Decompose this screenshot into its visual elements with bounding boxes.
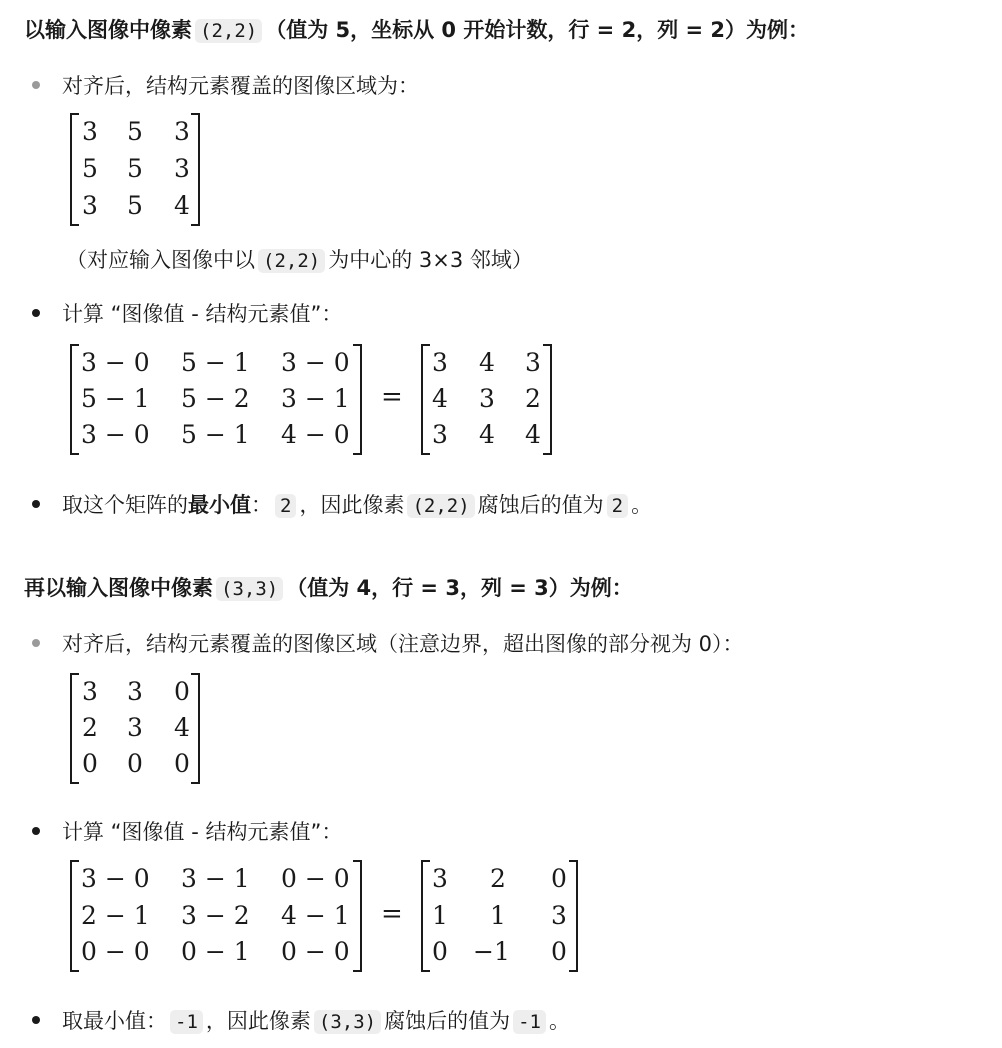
section2-bullet3 bbox=[62, 1005, 570, 1035]
equals-sign: = bbox=[381, 899, 403, 929]
section2-bullet1: 对齐后，结构元素覆盖的图像区域（注意边界，超出图像的部分视为 0）： bbox=[62, 632, 744, 656]
matrix-cell: 4 − 1 bbox=[281, 901, 350, 930]
bullet-text: 腐蚀后的值为 bbox=[384, 1009, 511, 1033]
bullet-dot bbox=[32, 309, 40, 317]
matrix-cell: 2 bbox=[525, 384, 541, 413]
inline-code: (3,3) bbox=[216, 577, 283, 601]
matrix-cell: 3 bbox=[525, 348, 541, 377]
inline-code: -1 bbox=[513, 1010, 546, 1034]
bullet-text: ，因此像素 bbox=[299, 493, 405, 517]
matrix-cell: 3 − 1 bbox=[281, 384, 350, 413]
matrix-cell: 0 − 1 bbox=[181, 937, 250, 966]
matrix-cell: 3 bbox=[432, 348, 448, 377]
matrix-cell: 0 bbox=[127, 749, 143, 778]
section1-result-matrix bbox=[421, 344, 552, 455]
section2-bullet2: 计算 “图像值 - 结构元素值”： bbox=[62, 820, 343, 844]
matrix-cell: 5 bbox=[127, 191, 143, 220]
matrix-cell: 3 bbox=[82, 117, 98, 146]
matrix-cell: 2 bbox=[82, 713, 98, 742]
matrix-cell: 3 − 0 bbox=[281, 348, 350, 377]
inline-code: -1 bbox=[170, 1010, 203, 1034]
section1-region-matrix bbox=[70, 113, 200, 226]
matrix-cell: 3 bbox=[127, 713, 143, 742]
inline-code: (2,2) bbox=[407, 494, 474, 518]
bullet-dot bbox=[32, 1016, 40, 1024]
matrix-cell: 0 bbox=[82, 749, 98, 778]
heading-text: 以输入图像中像素 bbox=[24, 18, 192, 42]
matrix-cell: 4 bbox=[174, 713, 190, 742]
section1-bullet2: 计算 “图像值 - 结构元素值”： bbox=[62, 302, 343, 326]
matrix-cell: 3 bbox=[551, 901, 567, 930]
inline-code: 2 bbox=[275, 494, 296, 518]
matrix-cell: 4 bbox=[432, 384, 448, 413]
section2-heading bbox=[24, 572, 633, 602]
matrix-cell: 5 − 2 bbox=[181, 384, 250, 413]
section1-note bbox=[66, 244, 533, 274]
matrix-cell: 3 bbox=[479, 384, 495, 413]
inline-code: (2,2) bbox=[258, 249, 325, 273]
bold-text: 最小值 bbox=[188, 493, 251, 517]
matrix-cell: 2 bbox=[490, 864, 506, 893]
heading-text: （值为 4，行 = 3，列 = 3）为例： bbox=[286, 576, 633, 600]
matrix-cell: 1 bbox=[432, 901, 448, 930]
matrix-cell: 4 bbox=[479, 420, 495, 449]
matrix-cell: 0 − 0 bbox=[281, 937, 350, 966]
matrix-cell: 3 − 0 bbox=[81, 864, 150, 893]
matrix-cell: 2 − 1 bbox=[81, 901, 150, 930]
section1-bullet1: 对齐后，结构元素覆盖的图像区域为： bbox=[62, 74, 419, 98]
matrix-cell: −1 bbox=[473, 937, 510, 966]
bullet-text: 取最小值： bbox=[62, 1009, 167, 1033]
inline-code: (2,2) bbox=[195, 19, 262, 43]
section1-bullet3 bbox=[62, 489, 652, 519]
matrix-cell: 3 bbox=[82, 677, 98, 706]
matrix-cell: 5 bbox=[127, 117, 143, 146]
section2-diff-matrix bbox=[70, 860, 362, 972]
matrix-cell: 4 bbox=[174, 191, 190, 220]
matrix-cell: 3 bbox=[432, 864, 448, 893]
matrix-cell: 3 bbox=[82, 191, 98, 220]
matrix-cell: 0 bbox=[174, 749, 190, 778]
matrix-cell: 1 bbox=[490, 901, 506, 930]
matrix-cell: 3 − 0 bbox=[81, 348, 150, 377]
bullet-text: ： bbox=[251, 493, 272, 517]
matrix-cell: 5 bbox=[127, 154, 143, 183]
heading-text: 再以输入图像中像素 bbox=[24, 576, 213, 600]
matrix-cell: 4 bbox=[479, 348, 495, 377]
matrix-cell: 5 bbox=[82, 154, 98, 183]
matrix-cell: 0 bbox=[551, 864, 567, 893]
matrix-cell: 0 bbox=[174, 677, 190, 706]
equals-sign: = bbox=[381, 382, 403, 412]
bullet-text: 。 bbox=[548, 1009, 570, 1033]
matrix-cell: 0 bbox=[432, 937, 448, 966]
matrix-cell: 3 bbox=[174, 117, 190, 146]
matrix-cell: 0 bbox=[551, 937, 567, 966]
matrix-cell: 3 − 2 bbox=[181, 901, 250, 930]
bullet-text: 腐蚀后的值为 bbox=[477, 493, 604, 517]
bullet-dot bbox=[32, 639, 40, 647]
inline-code: (3,3) bbox=[314, 1010, 381, 1034]
bullet-text: 。 bbox=[631, 493, 653, 517]
section2-region-matrix bbox=[70, 673, 200, 784]
matrix-cell: 3 − 1 bbox=[181, 864, 250, 893]
bullet-dot bbox=[32, 81, 40, 89]
note-text: （对应输入图像中以 bbox=[66, 248, 255, 272]
note-text: 为中心的 3×3 邻域） bbox=[328, 248, 533, 272]
matrix-cell: 0 − 0 bbox=[81, 937, 150, 966]
bullet-text: 取这个矩阵的 bbox=[62, 493, 188, 517]
section1-heading bbox=[24, 14, 809, 44]
bullet-dot bbox=[32, 827, 40, 835]
matrix-cell: 4 bbox=[525, 420, 541, 449]
matrix-cell: 3 − 0 bbox=[81, 420, 150, 449]
section2-result-matrix bbox=[421, 860, 578, 972]
matrix-cell: 3 bbox=[174, 154, 190, 183]
inline-code: 2 bbox=[607, 494, 628, 518]
bullet-text: ，因此像素 bbox=[205, 1009, 311, 1033]
matrix-cell: 5 − 1 bbox=[181, 348, 250, 377]
matrix-cell: 4 − 0 bbox=[281, 420, 350, 449]
matrix-cell: 5 − 1 bbox=[81, 384, 150, 413]
bullet-dot bbox=[32, 500, 40, 508]
heading-text: （值为 5，坐标从 0 开始计数，行 = 2，列 = 2）为例： bbox=[265, 18, 810, 42]
matrix-cell: 0 − 0 bbox=[281, 864, 350, 893]
section1-diff-matrix bbox=[70, 344, 362, 455]
matrix-cell: 3 bbox=[127, 677, 143, 706]
matrix-cell: 5 − 1 bbox=[181, 420, 250, 449]
matrix-cell: 3 bbox=[432, 420, 448, 449]
